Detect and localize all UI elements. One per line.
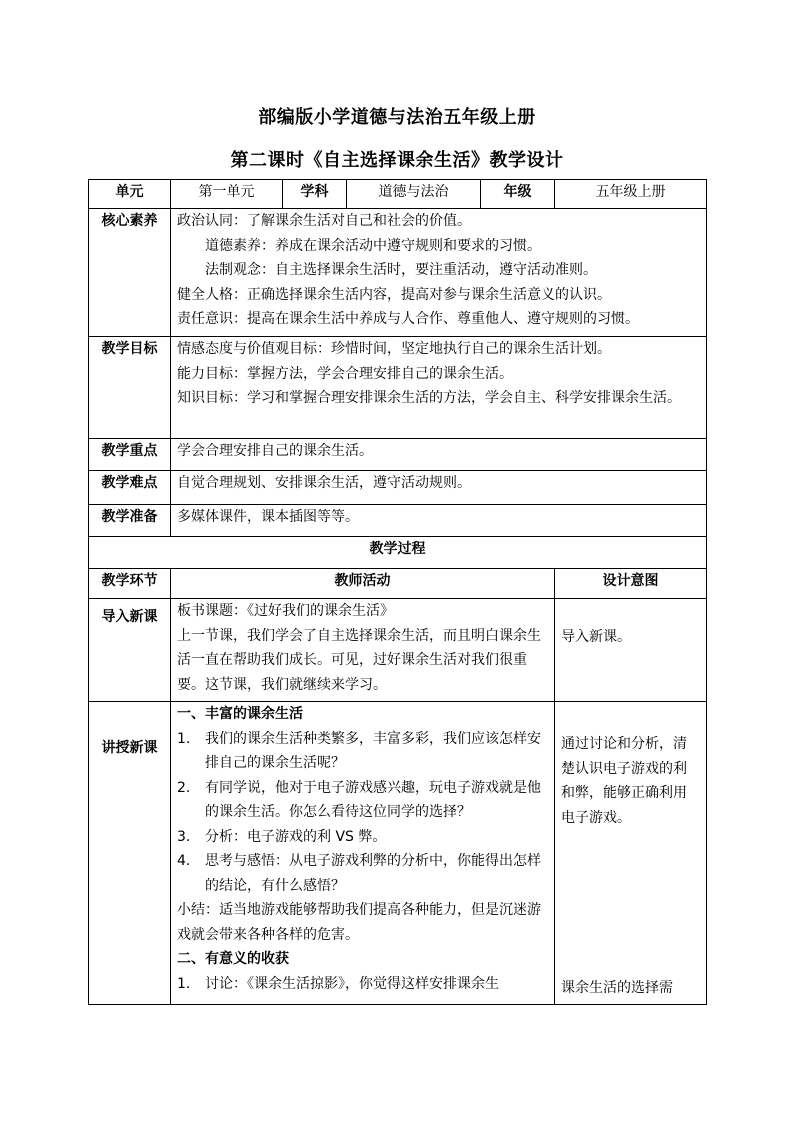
goal-line: 知识目标：学习和掌握合理安排课余生活的方法，学会自主、科学安排课余生活。 xyxy=(177,390,681,406)
list-text: 讨论：《课余生活掠影》，你觉得这样安排课余生 xyxy=(205,975,499,992)
lecture-design-text-2: 课余生活的选择需 xyxy=(561,980,673,996)
list-item xyxy=(177,776,548,825)
summary-text: 小结：适当地游戏能够帮助我们提高各种能力，但是沉迷游戏就会带来各种各样的危害。 xyxy=(177,902,541,943)
core-line: 责任意识：提高在课余生活中养成与人合作、尊重他人、遵守规则的习惯。 xyxy=(177,311,639,327)
process-header-row xyxy=(89,569,707,599)
lecture-label: 讲授新课 xyxy=(89,702,171,1005)
section-heading: 二、有意义的收获 xyxy=(177,951,289,967)
list-text: 分析：电子游戏的利 VS 弊。 xyxy=(205,828,387,845)
unit-value: 第一单元 xyxy=(171,180,283,209)
info-row xyxy=(89,180,707,209)
difficulty-label: 教学难点 xyxy=(89,471,171,505)
intro-content xyxy=(171,599,555,702)
intro-row xyxy=(89,599,707,702)
list-item xyxy=(177,849,548,898)
col-design-header: 设计意图 xyxy=(555,569,707,599)
intro-design-text: 导入新课。 xyxy=(561,629,631,645)
core-line: 法制观念：自主选择课余生活时，要注重活动，遵守活动准则。 xyxy=(205,262,597,278)
core-literacy-row xyxy=(89,209,707,337)
list-number: 4. xyxy=(177,853,191,869)
core-literacy-label: 核心素养 xyxy=(89,209,171,337)
document-subtitle: 第二课时《自主选择课余生活》教学设计 xyxy=(230,150,564,171)
list-number: 3. xyxy=(177,828,191,845)
goals-row xyxy=(89,337,707,439)
core-line: 健全人格：正确选择课余生活内容，提高对参与课余生活意义的认识。 xyxy=(177,286,611,303)
document-title: 部编版小学道德与法治五年级上册 xyxy=(258,107,536,128)
lecture-design xyxy=(555,702,707,1005)
list-text: 思考与感悟：从电子游戏利弊的分析中，你能得出怎样的结论，有什么感悟？ xyxy=(205,853,541,894)
list-number: 2. xyxy=(177,779,191,796)
key-content: 学会合理安排自己的课余生活。 xyxy=(171,439,707,471)
col-teacher-header: 教师活动 xyxy=(171,569,555,599)
list-item xyxy=(177,825,548,850)
goal-line: 情感态度与价值观目标：珍惜时间，坚定地执行自己的课余生活计划。 xyxy=(177,341,611,357)
prep-label: 教学准备 xyxy=(89,505,171,537)
list-text: 我们的课余生活种类繁多，丰富多彩，我们应该怎样安排自己的课余生活呢？ xyxy=(205,730,541,771)
difficulty-row xyxy=(89,471,707,505)
intro-board: 板书课题：《过好我们的课余生活》 xyxy=(177,603,394,619)
list-number: 1. xyxy=(177,975,191,992)
process-title-row xyxy=(89,537,707,569)
prep-row xyxy=(89,505,707,537)
list-text: 有同学说，他对于电子游戏感兴趣，玩电子游戏就是他的课余生活。你怎么看待这位同学的选择？ xyxy=(205,779,541,820)
core-literacy-content xyxy=(171,209,707,337)
grade-label: 年级 xyxy=(481,180,555,209)
lecture-content xyxy=(171,702,555,1005)
lesson-plan-table xyxy=(88,179,707,1005)
grade-value: 五年级上册 xyxy=(555,180,707,209)
lecture-row xyxy=(89,702,707,1005)
subject-value: 道德与法治 xyxy=(347,180,481,209)
key-label: 教学重点 xyxy=(89,439,171,471)
goals-content xyxy=(171,337,707,439)
list-item xyxy=(177,727,548,776)
goals-label: 教学目标 xyxy=(89,337,171,439)
core-line: 道德素养：养成在课余活动中遵守规则和要求的习惯。 xyxy=(205,237,541,254)
intro-text: 上一节课，我们学会了自主选择课余生活，而且明白课余生活一直在帮助我们成长。可见，过好课余生活对我们很重要。这节课，我们就继续来学习。 xyxy=(177,627,541,693)
prep-content: 多媒体课件，课本插图等等。 xyxy=(171,505,707,537)
core-line: 政治认同：了解课余生活对自己和社会的价值。 xyxy=(177,213,471,229)
unit-label: 单元 xyxy=(89,180,171,209)
section-heading: 一、丰富的课余生活 xyxy=(177,706,303,722)
col-stage-header: 教学环节 xyxy=(89,569,171,599)
process-title: 教学过程 xyxy=(89,537,707,569)
intro-label: 导入新课 xyxy=(89,599,171,702)
key-row xyxy=(89,439,707,471)
goal-line: 能力目标：掌握方法，学会合理安排自己的课余生活。 xyxy=(177,365,513,382)
subject-label: 学科 xyxy=(283,180,347,209)
list-number: 1. xyxy=(177,730,191,747)
list-item xyxy=(177,972,548,997)
difficulty-content: 自觉合理规划、安排课余生活，遵守活动规则。 xyxy=(171,471,707,505)
lecture-design-text: 通过讨论和分析，清楚认识电子游戏的利和弊，能够正确利用电子游戏。 xyxy=(561,736,687,826)
intro-design xyxy=(555,599,707,702)
